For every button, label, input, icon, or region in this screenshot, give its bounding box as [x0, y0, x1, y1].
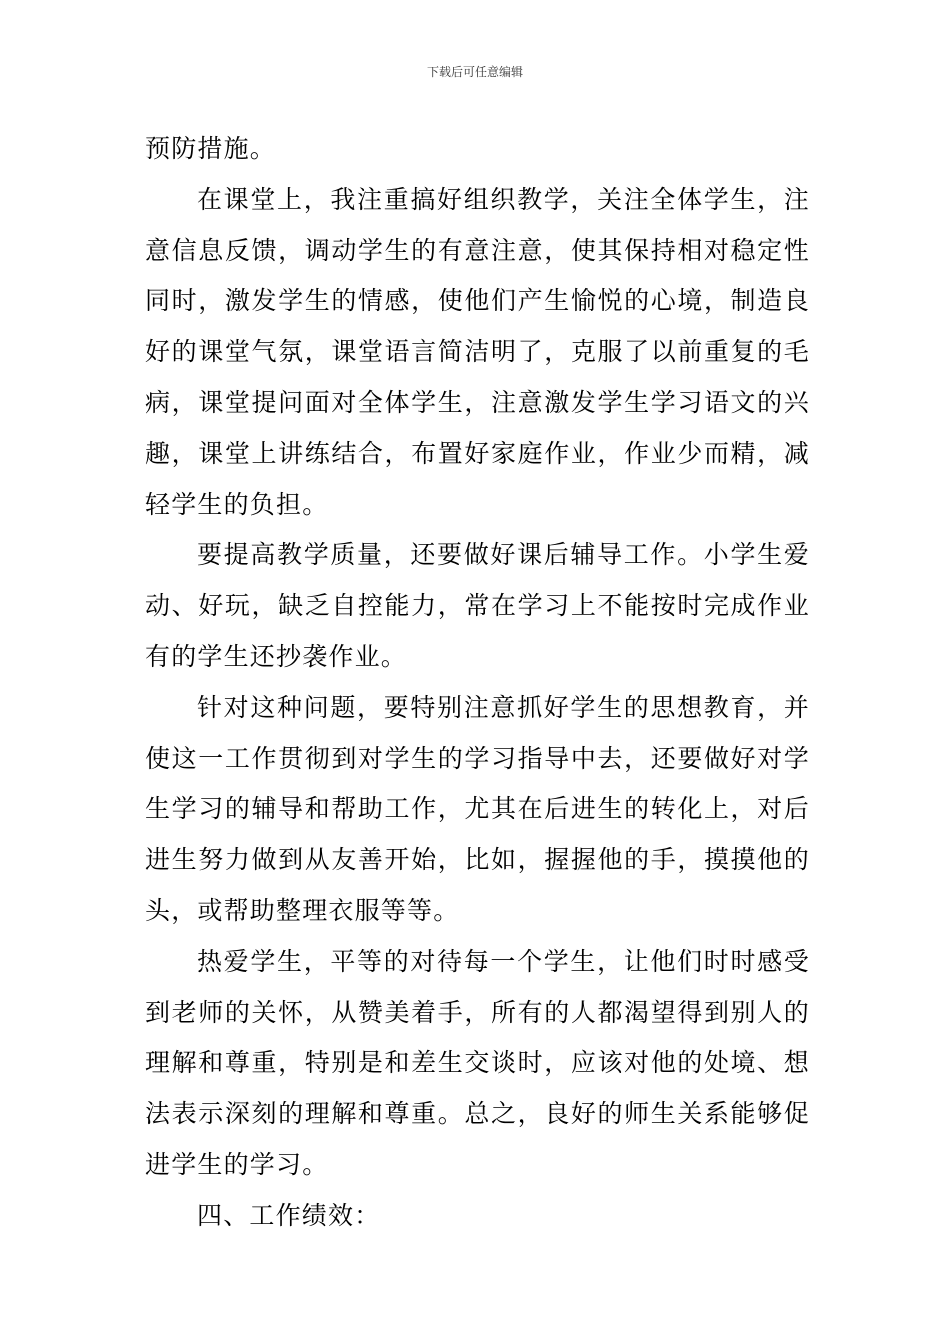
paragraph-caring-for-students: 热爱学生，平等的对待每一个学生，让他们时时感受到老师的关怀，从赞美着手，所有的人都渴望得到别人的理解和尊重，特别是和差生交谈时，应该对他的处境、想法表示深刻的理解和尊重。总之，良好的师生关系能够促进学生的学习。: [145, 946, 810, 1179]
section-heading-work-performance: 四、工作绩效：: [197, 1200, 381, 1230]
paragraph-ideological-education: 针对这种问题，要特别注意抓好学生的思想教育，并使这一工作贯彻到对学生的学习指导中去，还要做好对学生学习的辅导和帮助工作，尤其在后进生的转化上，对后进生努力做到从友善开始，比如，握握他的手，摸摸他的头，或帮助整理衣服等等。: [145, 692, 810, 925]
page-header: 下载后可任意编辑: [426, 65, 523, 79]
paragraph-classroom-teaching: 在课堂上，我注重搞好组织教学，关注全体学生，注意信息反馈，调动学生的有意注意，使其保持相对稳定性同时，激发学生的情感，使他们产生愉悦的心境，制造良好的课堂气氛，课堂语言简洁明了，克服了以前重复的毛病，课堂提问面对全体学生，注意激发学生学习语文的兴趣，课堂上讲练结合，布置好家庭作业，作业少而精，减轻学生的负担。: [145, 184, 810, 519]
document-body: [145, 124, 810, 1242]
paragraph-continuation: 预防措施。: [145, 134, 277, 163]
paragraph-after-class-tutoring: 要提高教学质量，还要做好课后辅导工作。小学生爱动、好玩，缺乏自控能力，常在学习上不能按时完成作业有的学生还抄袭作业。: [145, 540, 810, 671]
